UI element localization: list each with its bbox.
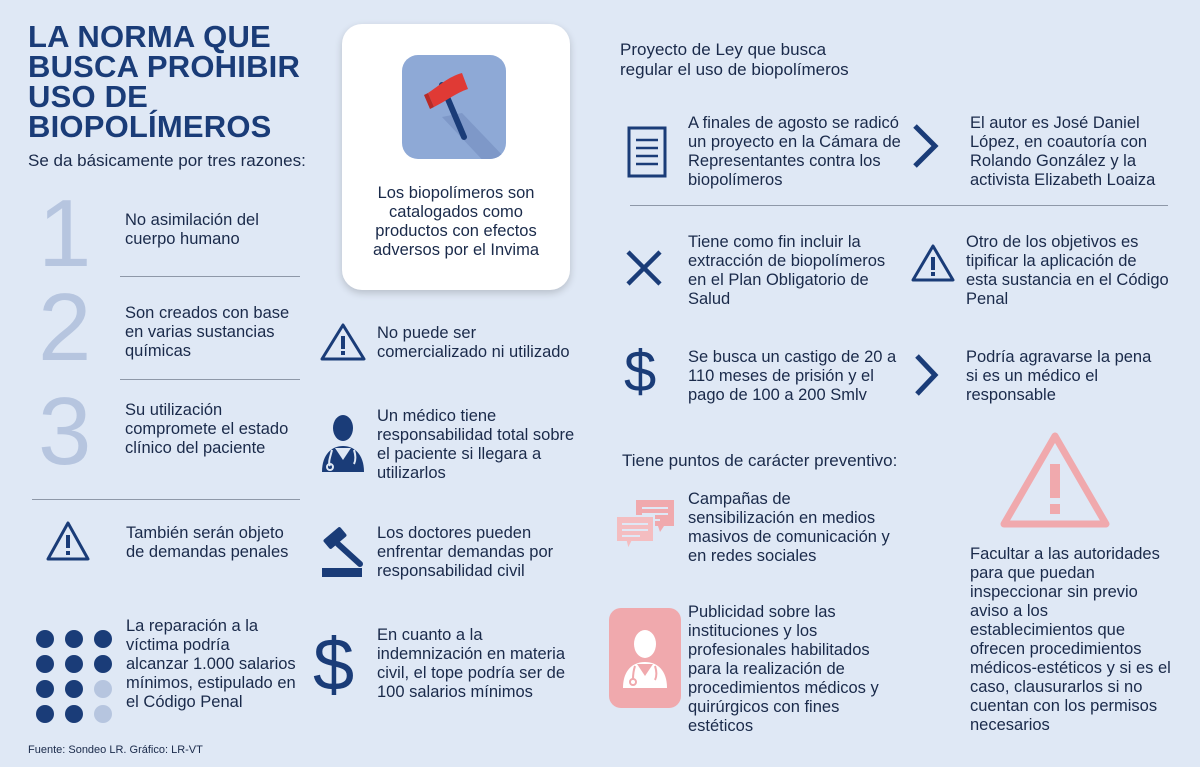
dot <box>36 655 54 673</box>
reparacion-text: La reparación a la víctima podría alcanzar 1.000 salarios mínimos, estipulado en el Código Penal <box>126 617 296 711</box>
dot <box>36 705 54 723</box>
reason-text-3: Su utilización compromete el estado clínico del paciente <box>125 401 289 457</box>
reason-text-2: Son creados con base en varias sustancias químicas <box>125 304 290 360</box>
proyecto-heading-line1: Proyecto de Ley que busca <box>620 40 827 59</box>
source-footer: Fuente: Sondeo LR. Gráfico: LR-VT <box>28 744 203 756</box>
dot <box>65 655 83 673</box>
card-text: Los biopolímeros son catalogados como productos con efectos adversos por el Invima <box>373 184 539 259</box>
doctor-icon <box>318 410 368 479</box>
campanas-text: Campañas de sensibilización en medios masivos de comunicación y en redes sociales <box>688 490 890 565</box>
dot <box>65 680 83 698</box>
close-icon <box>624 248 664 293</box>
castigo-text: Se busca un castigo de 20 a 110 meses de prisión y el pago de 100 a 200 Smlv <box>688 348 897 404</box>
dot <box>36 680 54 698</box>
reasons-heading: Se da básicamente por tres razones: <box>28 151 306 170</box>
objetivo-text: Otro de los objetivos es tipificar la aplicación de esta sustancia en el Código Penal <box>966 233 1169 308</box>
reason-text-1: No asimilación del cuerpo humano <box>125 211 259 248</box>
dot <box>94 705 112 723</box>
dot <box>94 630 112 648</box>
radico-text: A finales de agosto se radicó un proyecto en la Cámara de Representantes contra los biopolímeros <box>688 114 901 189</box>
medico-text: Un médico tiene responsabilidad total sobre el paciente si llegara a utilizarlos <box>377 407 575 482</box>
reason-number-2: 2 <box>38 274 92 381</box>
demandas-penales-text: También serán objeto de demandas penales <box>126 524 289 561</box>
divider <box>120 379 300 380</box>
warning-icon <box>911 244 955 287</box>
doctores-text: Los doctores pueden enfrentar demandas por responsabilidad civil <box>377 524 554 580</box>
proyecto-heading-line2: regular el uso de biopolímeros <box>620 60 849 79</box>
preventivo-heading: Tiene puntos de carácter preventivo: <box>622 451 898 470</box>
divider <box>630 205 1168 206</box>
flag-icon <box>402 55 506 159</box>
fin-text: Tiene como fin incluir la extracción de biopolímeros en el Plan Obligatorio de Salud <box>688 233 886 308</box>
agravarse-text: Podría agravarse la pena si es un médico el responsable <box>966 348 1152 404</box>
doctor-icon <box>609 608 681 708</box>
reason-number-1: 1 <box>38 180 92 287</box>
reason-number-3: 3 <box>38 378 92 485</box>
autor-text: El autor es José Daniel López, en coautoría con Rolando González y la activista Elizabeth Loaiza <box>970 114 1156 189</box>
warning-icon <box>320 323 366 366</box>
publicidad-text: Publicidad sobre las instituciones y los profesionales habilitados para la realización de procedimientos médicos y quirúrgicos con fines estéticos <box>688 603 879 735</box>
dollar-icon: $ <box>313 623 355 706</box>
gavel-icon <box>318 522 372 585</box>
indemnizacion-text: En cuanto a la indemnización en materia civil, el tope podría ser de 100 salarios mínimos <box>377 626 566 701</box>
page-title: LA NORMA QUE BUSCA PROHIBIR USO DE BIOPOLÍMEROS <box>28 19 301 144</box>
warning-icon <box>1000 432 1110 533</box>
no-comercializado-text: No puede ser comercializado ni utilizado <box>377 324 570 361</box>
dollar-icon: $ <box>624 339 657 404</box>
facultar-text: Facultar a las autoridades para que puedan inspeccionar sin previo aviso a los establecimientos que ofrecen procedimientos médicos-estéticos y si es el caso, clausurarlos si no cuentan con los permisos necesarios <box>970 545 1171 734</box>
dot <box>94 655 112 673</box>
dot <box>94 680 112 698</box>
dot <box>36 630 54 648</box>
document-icon <box>627 126 667 183</box>
dot <box>65 630 83 648</box>
divider <box>32 499 300 500</box>
divider <box>120 276 300 277</box>
dot <box>65 705 83 723</box>
warning-icon <box>46 521 90 566</box>
chat-bubbles-icon <box>614 496 678 561</box>
chevron-right-icon <box>909 122 941 175</box>
chevron-right-icon <box>911 352 941 403</box>
biopolimeros-card <box>342 24 570 290</box>
